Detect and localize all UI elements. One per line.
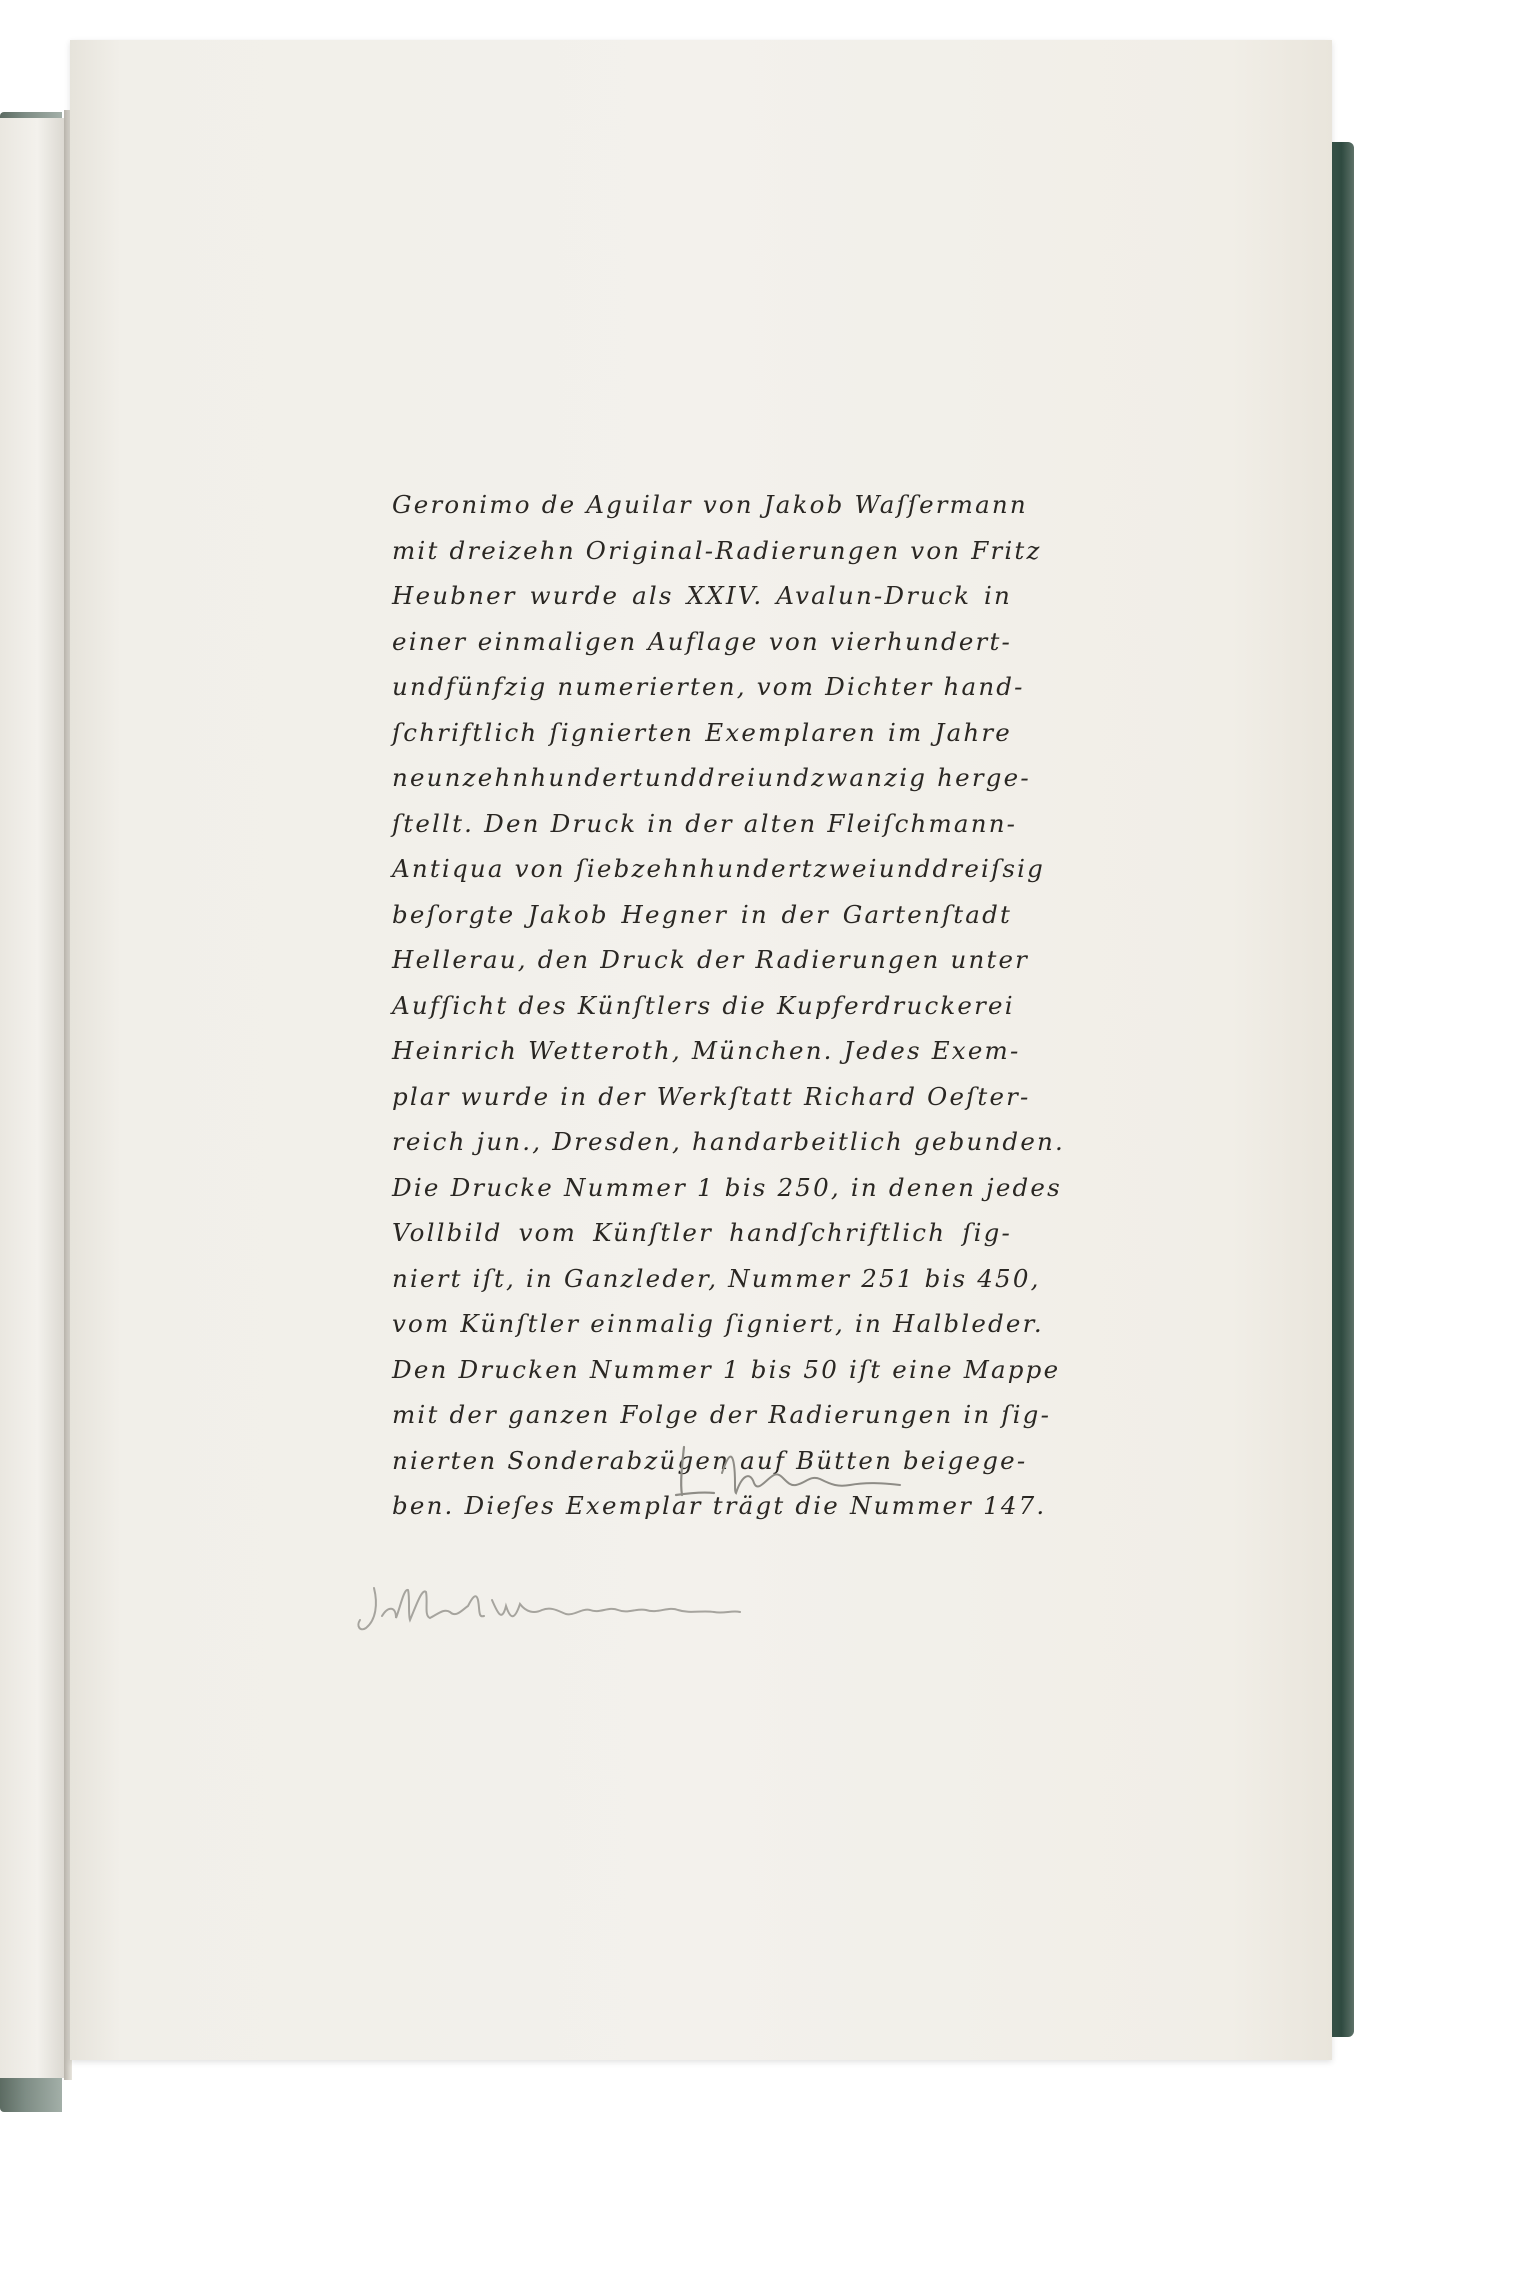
colophon-page (70, 40, 1332, 2060)
colophon-line-7: neunzehnhundertunddreiundzwanzig herge- (392, 763, 1031, 792)
colophon-line-18: niert iſt, in Ganzleder, Nummer 251 bis 450, (392, 1263, 1041, 1293)
colophon-line-19: vom Künſtler einmalig ſigniert, in Halbleder. (392, 1309, 1044, 1338)
colophon-line-12: Aufſicht des Künſtlers die Kupferdruckerei (392, 990, 1015, 1020)
colophon-line-3: Heubner wurde als XXIV. Avalun-Druck in (392, 581, 1012, 610)
colophon-line-1: Geronimo de Aguilar von Jakob Waſſermann (392, 490, 1028, 519)
colophon-line-5: undfünfzig numerierten, vom Dichter hand- (392, 672, 1025, 701)
colophon-line-6: ſchriftlich ſignierten Exemplaren im Jahre (392, 717, 1012, 747)
colophon-line-20: Den Drucken Nummer 1 bis 50 iſt eine Mappe (392, 1354, 1061, 1384)
colophon-line-15: reich jun., Dresden, handarbeitlich gebunden. (392, 1127, 1065, 1156)
colophon-line-21: mit der ganzen Folge der Radierungen in ſig- (392, 1400, 1052, 1429)
colophon-line-4: einer einmaligen Auflage von vierhundert- (392, 626, 1012, 656)
colophon-line-9: Antiqua von ſiebzehnhundertzweiunddreiſsig (392, 854, 1046, 883)
left-page-edge (0, 118, 70, 2078)
colophon-line-17: Vollbild vom Künſtler handſchriftlich ſig- (392, 1218, 1012, 1247)
colophon-line-2: mit dreizehn Original-Radierungen von Fritz (392, 535, 1042, 565)
colophon-line-10: beſorgte Jakob Hegner in der Gartenſtadt (392, 899, 1012, 929)
colophon-line-8: ſtellt. Den Druck in der alten Fleiſchmann- (392, 808, 1018, 838)
colophon-text (392, 482, 1065, 1529)
colophon-line-11: Hellerau, den Druck der Radierungen unter (392, 945, 1030, 974)
colophon-line-23: ben. Dieſes Exemplar trägt die Nummer 147. (392, 1491, 1047, 1520)
colophon-line-22: nierten Sonderabzügen auf Bütten beigege- (392, 1445, 1028, 1475)
colophon-line-16: Die Drucke Nummer 1 bis 250, in denen jedes (392, 1172, 1062, 1202)
colophon-line-14: plar wurde in der Werkſtatt Richard Oeſter- (392, 1081, 1031, 1111)
colophon-line-13: Heinrich Wetteroth, München. Jedes Exem- (392, 1036, 1021, 1065)
author-signature (352, 1570, 792, 1650)
